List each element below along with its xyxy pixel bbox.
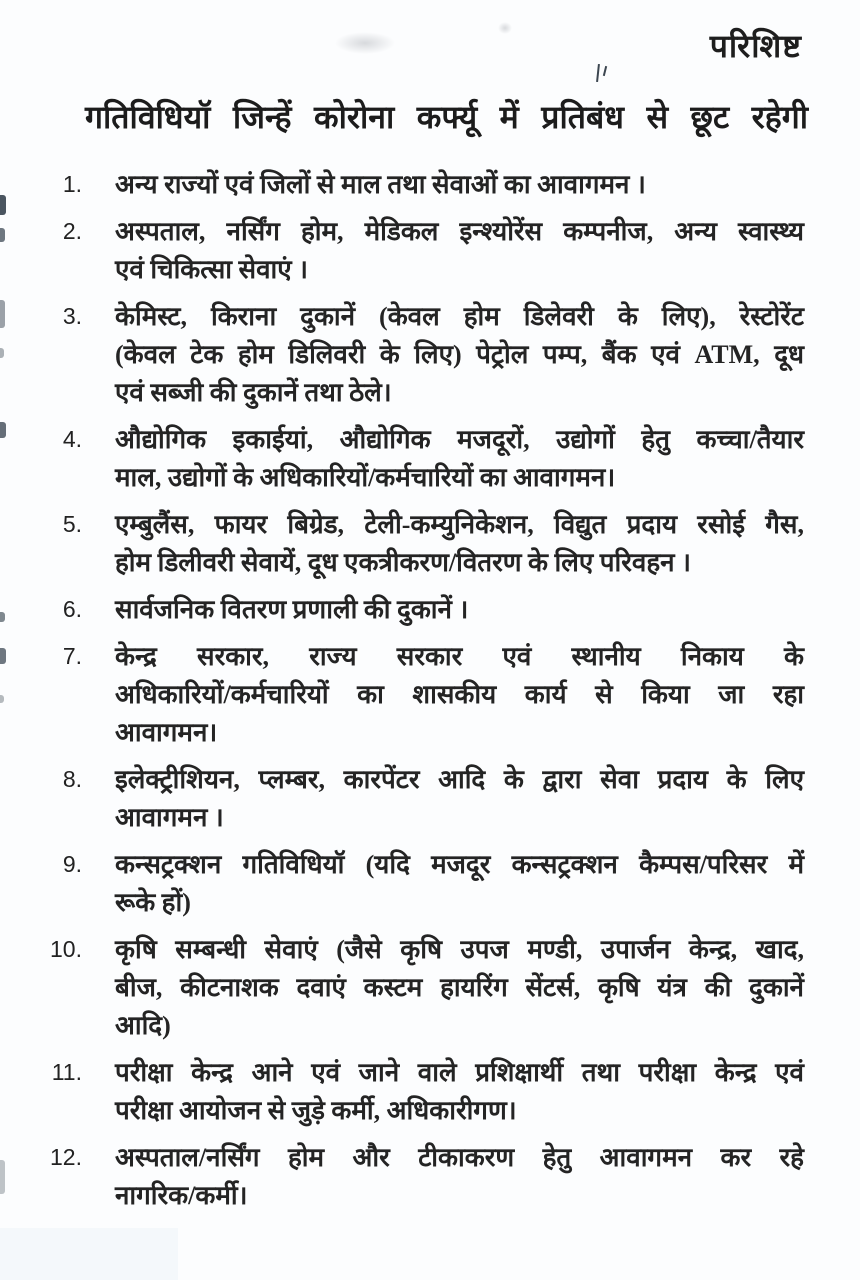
text-line: अन्य राज्यों एवं जिलों से माल तथा सेवाओं का आवागमन । xyxy=(115,170,646,199)
exemption-list xyxy=(0,166,860,1224)
item-text xyxy=(82,1139,860,1215)
scan-edge-mark xyxy=(0,612,5,622)
item-text xyxy=(82,1054,860,1130)
item-number: 9. xyxy=(62,851,82,877)
item-text xyxy=(82,166,860,204)
scan-edge-mark xyxy=(0,300,5,328)
text-line: सार्वजनिक वितरण प्रणाली की दुकानें । xyxy=(115,595,469,624)
text-line: परीक्षा आयोजन से जुड़े कर्मी, अधिकारीगण। xyxy=(115,1096,517,1125)
text-line: बीज, कीटनाशक दवाएं कस्टम हायरिंग सेंटर्स, कृषि यंत्र की दुकानें xyxy=(115,973,804,1002)
list-item xyxy=(0,761,860,837)
item-number: 11. xyxy=(51,1059,82,1085)
list-item xyxy=(0,421,860,497)
item-text xyxy=(82,213,860,289)
scan-edge-mark xyxy=(0,1160,5,1194)
item-text xyxy=(82,421,860,497)
list-item xyxy=(0,846,860,922)
text-line: आदि) xyxy=(115,1011,171,1040)
item-number: 6. xyxy=(62,596,82,622)
list-item xyxy=(0,931,860,1045)
text-line: अधिकारियों/कर्मचारियों का शासकीय कार्य से किया जा रहा xyxy=(115,680,804,709)
list-item xyxy=(0,298,860,412)
list-item xyxy=(0,506,860,582)
item-text xyxy=(82,846,860,922)
list-item xyxy=(0,1054,860,1130)
text-line: नागरिक/कर्मी। xyxy=(115,1181,248,1210)
scan-edge-mark xyxy=(0,195,6,215)
text-line: इलेक्ट्रीशियन, प्लम्बर, कारपेंटर आदि के द्वारा सेवा प्रदाय के लिए xyxy=(115,765,804,794)
text-line: परीक्षा केन्द्र आने एवं जाने वाले प्रशिक्षार्थी तथा परीक्षा केन्द्र एवं xyxy=(115,1058,804,1087)
item-number: 8. xyxy=(62,766,82,792)
item-number: 7. xyxy=(62,643,82,669)
text-line: अस्पताल/नर्सिंग होम और टीकाकरण हेतु आवागमन कर रहे xyxy=(115,1143,804,1172)
text-line: (केवल टेक होम डिलिवरी के लिए) पेट्रोल पम्प, बैंक एवं ATM, दूध xyxy=(115,340,804,369)
text-line: केन्द्र सरकार, राज्य सरकार एवं स्थानीय निकाय के xyxy=(115,642,804,671)
text-line: औद्योगिक इकाईयां, औद्योगिक मजदूरों, उद्योगों हेतु कच्चा/तैयार xyxy=(115,425,804,454)
text-line: माल, उद्योगों के अधिकारियों/कर्मचारियों का आवागमन। xyxy=(115,463,616,492)
text-line: आवागमन । xyxy=(115,803,224,832)
pen-mark-artifact xyxy=(595,64,609,90)
list-item xyxy=(0,638,860,752)
item-text xyxy=(82,591,860,629)
text-line: रूके हों) xyxy=(115,888,191,917)
item-number: 4. xyxy=(62,426,82,452)
text-line: केमिस्ट, किराना दुकानें (केवल होम डिलेवरी के लिए), रेस्टोरेंट xyxy=(115,302,804,331)
scan-corner-tint xyxy=(0,1228,178,1280)
scan-smudge xyxy=(498,22,512,34)
item-number: 1. xyxy=(62,171,82,197)
scan-edge-mark xyxy=(0,348,4,358)
text-line: होम डिलीवरी सेवायें, दूध एकत्रीकरण/वितरण के लिए परिवहन । xyxy=(115,548,691,577)
scan-edge-mark xyxy=(0,422,6,438)
appendix-corner-label: परिशिष्ट xyxy=(709,28,802,64)
item-number: 3. xyxy=(62,303,82,329)
list-item xyxy=(0,213,860,289)
list-item xyxy=(0,591,860,629)
item-number: 5. xyxy=(62,511,82,537)
text-line: कन्सट्रक्शन गतिविधियॉ (यदि मजदूर कन्सट्रक्शन कैम्पस/परिसर में xyxy=(115,850,804,879)
document-title: गतिविधियॉ जिन्हें कोरोना कर्फ्यू में प्रतिबंध से छूट रहेगी xyxy=(85,99,808,135)
item-number: 12. xyxy=(50,1144,82,1170)
text-line: एवं चिकित्सा सेवाएं । xyxy=(115,255,309,284)
scan-edge-mark xyxy=(0,695,4,703)
text-line: आवागमन। xyxy=(115,718,218,747)
item-number: 10. xyxy=(50,936,82,962)
scan-edge-mark xyxy=(0,648,6,664)
text-line: कृषि सम्बन्धी सेवाएं (जैसे कृषि उपज मण्डी, उपार्जन केन्द्र, खाद, xyxy=(115,935,804,964)
scan-edge-mark xyxy=(0,228,5,242)
item-number: 2. xyxy=(62,218,82,244)
scan-smudge xyxy=(335,32,395,54)
item-text xyxy=(82,638,860,752)
text-line: एवं सब्जी की दुकानें तथा ठेले। xyxy=(115,378,392,407)
list-item xyxy=(0,166,860,204)
item-text xyxy=(82,761,860,837)
text-line: एम्बुलैंस, फायर बिग्रेड, टेली-कम्युनिकेशन, विद्युत प्रदाय रसोई गैस, xyxy=(115,510,804,539)
list-item xyxy=(0,1139,860,1215)
item-text xyxy=(82,298,860,412)
text-line: अस्पताल, नर्सिंग होम, मेडिकल इन्श्योरेंस कम्पनीज, अन्य स्वास्थ्य xyxy=(115,217,804,246)
item-text xyxy=(82,506,860,582)
item-text xyxy=(82,931,860,1045)
